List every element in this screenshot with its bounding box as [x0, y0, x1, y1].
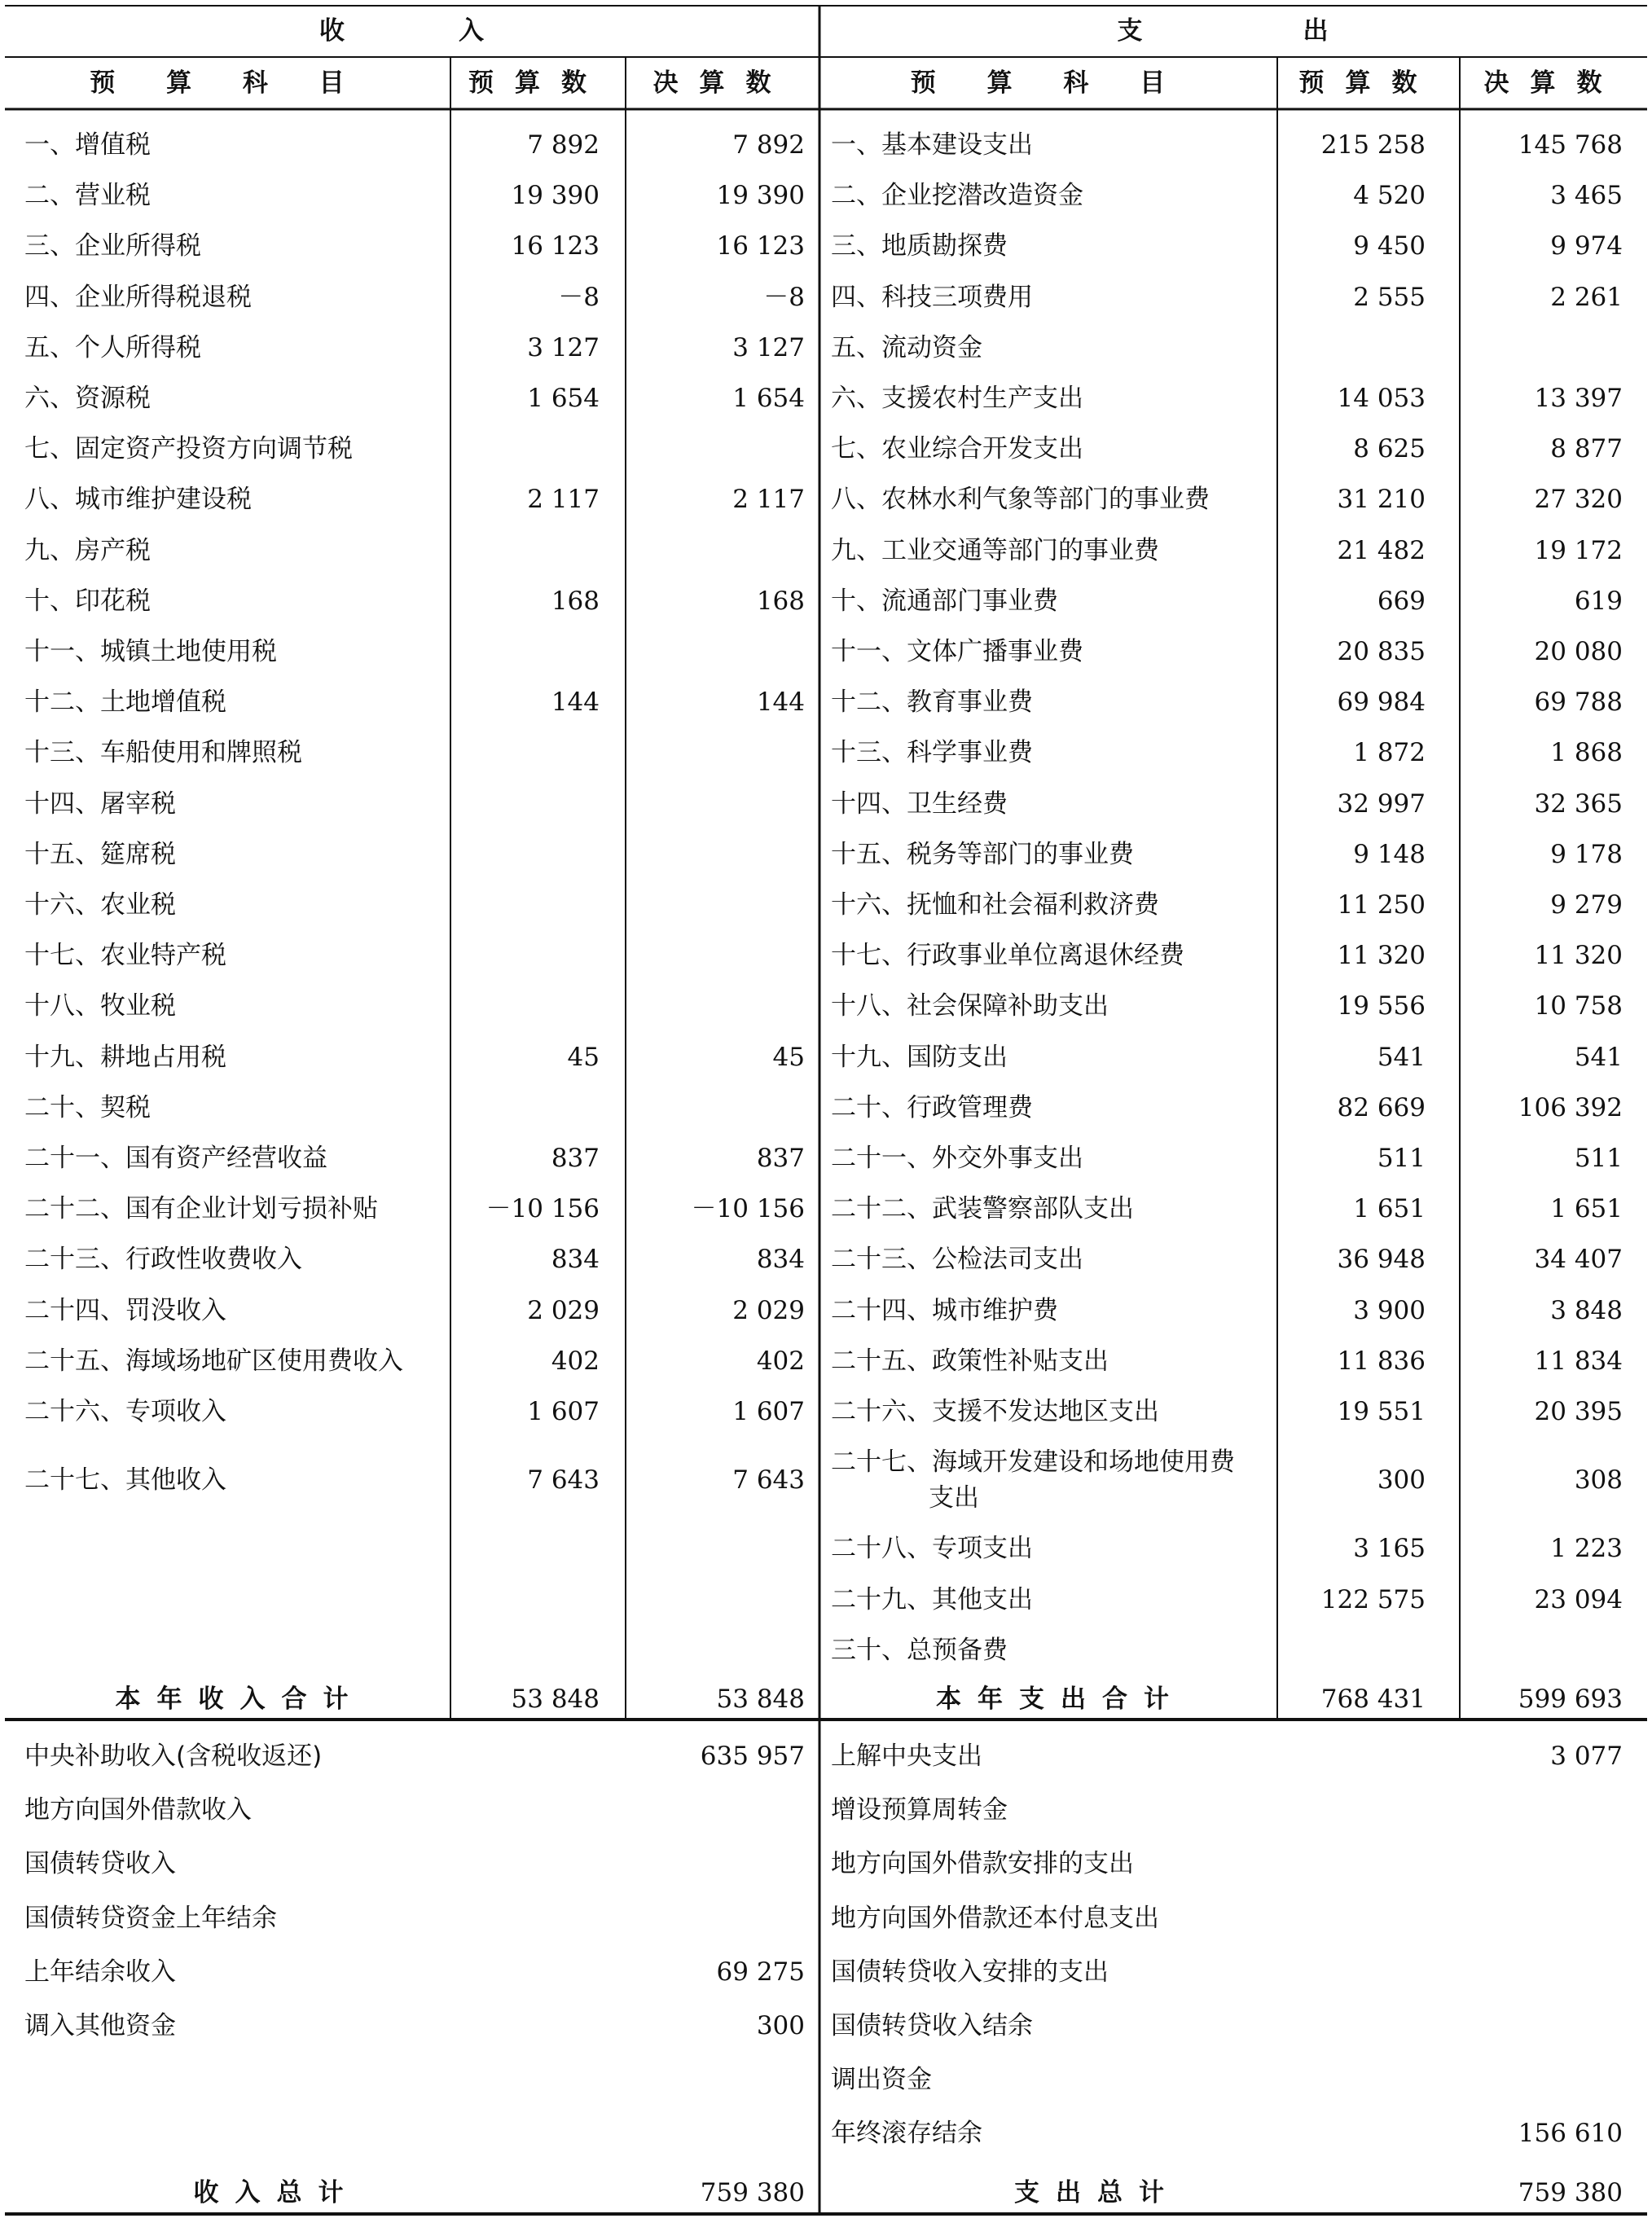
- expense-row-label: 十三、科学事业费: [831, 738, 1033, 768]
- budget-table: [5, 5, 1647, 2222]
- expense-row-final: 9 279: [1550, 890, 1623, 920]
- income-row-label: 二十七、其他收入: [24, 1465, 226, 1496]
- expense-row-budget: 20 835: [1337, 637, 1426, 666]
- income-extra-value: 635 957: [700, 1742, 805, 1771]
- income-row-label: 九、房产税: [24, 535, 151, 565]
- expense-extra-label: 国债转贷收入结余: [831, 2011, 1033, 2040]
- expense-row-budget: 3 900: [1353, 1295, 1426, 1325]
- income-subtotal-label: 本年收入合计: [115, 1685, 365, 1714]
- income-extra-label: 中央补助收入(含税收返还): [24, 1742, 323, 1771]
- income-extra-label: 上年结余收入: [24, 1957, 176, 1987]
- expense-row-final: 511: [1574, 1144, 1623, 1173]
- expense-row-budget: 21 482: [1337, 535, 1426, 565]
- income-header: 收 入: [319, 16, 505, 46]
- income-row-final: 2 117: [732, 485, 805, 515]
- expense-row-final: 27 320: [1534, 485, 1623, 515]
- income-row-final: 1 607: [732, 1397, 805, 1426]
- expense-row-budget: 14 053: [1337, 384, 1426, 413]
- expense-extra-value: 3 077: [1550, 1742, 1623, 1771]
- expense-row-final: 13 397: [1534, 384, 1623, 413]
- income-row-label: 六、资源税: [24, 384, 151, 413]
- expense-row-budget: 36 948: [1337, 1245, 1426, 1275]
- income-row-label: 十一、城镇土地使用税: [24, 637, 277, 666]
- expense-row-budget: 8 625: [1353, 434, 1426, 464]
- expense-row-budget: 9 148: [1353, 839, 1426, 869]
- income-row-final: 19 390: [716, 181, 805, 211]
- income-row-budget: 834: [551, 1245, 600, 1275]
- income-row-label: 一、增值税: [24, 130, 151, 160]
- expense-row-final: 19 172: [1534, 535, 1623, 565]
- income-row-label: 十七、农业特产税: [24, 941, 226, 971]
- expense-row-label: 十、流通部门事业费: [831, 586, 1058, 616]
- income-row-final: 144: [756, 687, 805, 718]
- income-row-final: －10 156: [691, 1194, 805, 1224]
- expense-row-budget: 4 520: [1353, 181, 1426, 211]
- income-final-header: 决算数: [652, 68, 793, 98]
- income-row-budget: 168: [551, 586, 600, 616]
- income-row-label: 二十、契税: [24, 1092, 151, 1122]
- expense-row-budget: 11 250: [1337, 890, 1426, 920]
- expense-header: 支 出: [1117, 16, 1350, 46]
- expense-row-budget: 69 984: [1337, 687, 1426, 718]
- income-row-budget: －10 156: [485, 1194, 600, 1224]
- income-row-budget: 2 117: [527, 485, 600, 515]
- expense-row-label: 二十二、武装警察部队支出: [831, 1194, 1134, 1224]
- income-row-final: 7 643: [732, 1465, 805, 1496]
- expense-row-label: 二十八、专项支出: [831, 1534, 1033, 1564]
- expense-row-budget: 2 555: [1353, 282, 1426, 312]
- expense-row-final: 9 178: [1550, 839, 1623, 869]
- expense-row-final: 3 848: [1550, 1295, 1623, 1325]
- expense-final-header: 决算数: [1483, 68, 1623, 98]
- income-row-final: 168: [756, 586, 805, 616]
- expense-row-label: 十七、行政事业单位离退休经费: [831, 941, 1184, 971]
- income-row-label: 二十六、专项收入: [24, 1397, 226, 1426]
- income-row-label: 十八、牧业税: [24, 991, 176, 1021]
- expense-extra-label: 增设预算周转金: [831, 1795, 1008, 1825]
- expense-row-budget: 9 450: [1353, 231, 1426, 261]
- income-row-label: 四、企业所得税退税: [24, 282, 252, 312]
- expense-row-final: 20 395: [1534, 1397, 1623, 1426]
- income-row-label: 五、个人所得税: [24, 332, 201, 362]
- expense-row-label: 二十五、政策性补贴支出: [831, 1346, 1109, 1376]
- income-row-label: 三、企业所得税: [24, 231, 201, 261]
- expense-row-label: 九、工业交通等部门的事业费: [831, 535, 1159, 565]
- expense-row-label: 二十七、海域开发建设和场地使用费: [831, 1447, 1235, 1478]
- expense-row-budget: 1 872: [1353, 738, 1426, 768]
- income-row-label: 二十一、国有资产经营收益: [24, 1144, 327, 1173]
- expense-subtotal-budget: 768 431: [1320, 1685, 1426, 1714]
- expense-row-label: 十九、国防支出: [831, 1042, 1008, 1072]
- expense-row-label: 四、科技三项费用: [831, 282, 1033, 312]
- income-row-label: 十九、耕地占用税: [24, 1042, 226, 1072]
- expense-row-label: 十一、文体广播事业费: [831, 637, 1083, 666]
- expense-row-label: 二十一、外交外事支出: [831, 1144, 1083, 1173]
- income-row-label: 二十二、国有企业计划亏损补贴: [24, 1194, 378, 1224]
- expense-row-budget: 19 551: [1337, 1397, 1426, 1426]
- income-row-label: 十、印花税: [24, 586, 151, 616]
- income-extra-value: 69 275: [716, 1957, 805, 1987]
- income-row-budget: 1 654: [527, 384, 600, 413]
- expense-budget-header: 预算数: [1298, 68, 1439, 98]
- expense-row-label: 二、企业挖潜改造资金: [831, 181, 1083, 211]
- expense-subtotal-final: 599 693: [1518, 1685, 1623, 1714]
- income-row-final: 2 029: [732, 1295, 805, 1325]
- expense-row-budget: 300: [1377, 1465, 1426, 1496]
- income-extra-label: 地方向国外借款收入: [24, 1795, 252, 1825]
- expense-row-final: 1 868: [1550, 738, 1623, 768]
- income-row-label: 十五、筵席税: [24, 839, 176, 869]
- income-row-label: 二、营业税: [24, 181, 151, 211]
- income-subtotal-final: 53 848: [716, 1685, 805, 1714]
- income-row-final: 3 127: [732, 332, 805, 362]
- income-total-value: 759 380: [700, 2178, 805, 2207]
- income-row-final: 834: [756, 1245, 805, 1275]
- income-total-label: 收入总计: [193, 2178, 360, 2207]
- expense-extra-label: 调出资金: [831, 2065, 932, 2095]
- expense-row-label-continued: 支出: [929, 1483, 979, 1513]
- expense-row-label: 八、农林水利气象等部门的事业费: [831, 485, 1210, 515]
- expense-row-budget: 541: [1377, 1042, 1426, 1072]
- expense-row-final: 145 768: [1518, 130, 1623, 160]
- expense-row-final: 32 365: [1534, 788, 1623, 819]
- income-row-budget: 45: [567, 1042, 600, 1072]
- expense-total-label: 支出总计: [1014, 2178, 1180, 2207]
- expense-row-label: 二十四、城市维护费: [831, 1295, 1058, 1325]
- expense-row-label: 三十、总预备费: [831, 1635, 1008, 1665]
- income-row-budget: 402: [551, 1346, 600, 1376]
- expense-row-label: 二十六、支援不发达地区支出: [831, 1397, 1159, 1426]
- income-row-label: 十三、车船使用和牌照税: [24, 738, 302, 768]
- expense-row-final: 3 465: [1550, 181, 1623, 211]
- income-row-label: 八、城市维护建设税: [24, 485, 252, 515]
- expense-row-label: 二十、行政管理费: [831, 1092, 1033, 1122]
- expense-row-budget: 32 997: [1337, 788, 1426, 819]
- income-row-budget: 7 643: [527, 1465, 600, 1496]
- expense-row-label: 十四、卫生经费: [831, 788, 1008, 819]
- income-subject-header: 预 算 科 目: [90, 68, 366, 98]
- expense-row-label: 一、基本建设支出: [831, 130, 1033, 160]
- expense-row-label: 三、地质勘探费: [831, 231, 1008, 261]
- income-extra-label: 调入其他资金: [24, 2011, 176, 2040]
- expense-row-label: 六、支援农村生产支出: [831, 384, 1083, 413]
- expense-row-label: 十八、社会保障补助支出: [831, 991, 1109, 1021]
- expense-row-final: 9 974: [1550, 231, 1623, 261]
- expense-extra-label: 上解中央支出: [831, 1742, 982, 1771]
- expense-extra-label: 国债转贷收入安排的支出: [831, 1957, 1109, 1987]
- income-row-label: 十六、农业税: [24, 890, 176, 920]
- income-row-budget: 16 123: [511, 231, 600, 261]
- income-row-final: 7 892: [732, 130, 805, 160]
- income-row-final: 1 654: [732, 384, 805, 413]
- expense-row-label: 十五、税务等部门的事业费: [831, 839, 1134, 869]
- expense-row-final: 106 392: [1518, 1092, 1623, 1122]
- expense-row-final: 34 407: [1534, 1245, 1623, 1275]
- expense-row-label: 七、农业综合开发支出: [831, 434, 1083, 464]
- expense-row-budget: 31 210: [1337, 485, 1426, 515]
- income-row-budget: 1 607: [527, 1397, 600, 1426]
- expense-row-budget: 3 165: [1353, 1534, 1426, 1564]
- expense-extra-value: 156 610: [1518, 2119, 1623, 2149]
- expense-row-final: 10 758: [1534, 991, 1623, 1021]
- expense-row-budget: 82 669: [1337, 1092, 1426, 1122]
- income-row-final: 16 123: [716, 231, 805, 261]
- income-row-final: 45: [772, 1042, 805, 1072]
- expense-row-budget: 11 836: [1337, 1346, 1426, 1376]
- income-row-label: 十二、土地增值税: [24, 687, 226, 718]
- expense-row-final: 308: [1574, 1465, 1623, 1496]
- expense-row-final: 69 788: [1534, 687, 1623, 718]
- expense-row-label: 五、流动资金: [831, 332, 982, 362]
- expense-row-final: 11 834: [1534, 1346, 1623, 1376]
- expense-extra-label: 地方向国外借款安排的支出: [831, 1849, 1134, 1879]
- expense-row-budget: 215 258: [1320, 130, 1426, 160]
- income-row-budget: 19 390: [511, 181, 600, 211]
- income-extra-value: 300: [756, 2011, 805, 2040]
- expense-row-final: 8 877: [1550, 434, 1623, 464]
- income-budget-header: 预算数: [468, 68, 608, 98]
- expense-row-final: 1 223: [1550, 1534, 1623, 1564]
- income-row-final: 837: [756, 1144, 805, 1173]
- expense-row-budget: 1 651: [1353, 1194, 1426, 1224]
- income-row-budget: 7 892: [527, 130, 600, 160]
- income-row-label: 二十四、罚没收入: [24, 1295, 226, 1325]
- expense-row-final: 2 261: [1550, 282, 1623, 312]
- expense-subject-header: 预 算 科 目: [910, 68, 1187, 98]
- income-row-label: 二十三、行政性收费收入: [24, 1245, 302, 1275]
- expense-subtotal-label: 本年支出合计: [936, 1685, 1185, 1714]
- expense-row-budget: 122 575: [1320, 1584, 1426, 1614]
- expense-extra-label: 地方向国外借款还本付息支出: [831, 1903, 1159, 1933]
- expense-row-budget: 511: [1377, 1144, 1426, 1173]
- expense-row-budget: 11 320: [1337, 941, 1426, 971]
- expense-extra-label: 年终滚存结余: [831, 2119, 982, 2149]
- income-row-budget: 837: [551, 1144, 600, 1173]
- income-subtotal-budget: 53 848: [511, 1685, 600, 1714]
- income-row-final: 402: [756, 1346, 805, 1376]
- income-row-budget: 144: [551, 687, 600, 718]
- expense-row-final: 20 080: [1534, 637, 1623, 666]
- expense-row-label: 二十三、公检法司支出: [831, 1245, 1083, 1275]
- expense-row-label: 十六、抚恤和社会福利救济费: [831, 890, 1159, 920]
- income-row-final: －8: [763, 282, 805, 312]
- expense-total-value: 759 380: [1518, 2178, 1623, 2207]
- income-row-budget: －8: [558, 282, 600, 312]
- expense-row-budget: 19 556: [1337, 991, 1426, 1021]
- expense-row-label: 二十九、其他支出: [831, 1584, 1033, 1614]
- expense-row-final: 11 320: [1534, 941, 1623, 971]
- income-row-budget: 3 127: [527, 332, 600, 362]
- income-row-label: 七、固定资产投资方向调节税: [24, 434, 353, 464]
- income-row-budget: 2 029: [527, 1295, 600, 1325]
- income-extra-label: 国债转贷资金上年结余: [24, 1903, 277, 1933]
- expense-row-final: 23 094: [1534, 1584, 1623, 1614]
- expense-row-final: 1 651: [1550, 1194, 1623, 1224]
- expense-row-final: 541: [1574, 1042, 1623, 1072]
- expense-row-final: 619: [1574, 586, 1623, 616]
- expense-row-budget: 669: [1377, 586, 1426, 616]
- expense-row-label: 十二、教育事业费: [831, 687, 1033, 718]
- income-row-label: 二十五、海域场地矿区使用费收入: [24, 1346, 403, 1376]
- income-extra-label: 国债转贷收入: [24, 1849, 176, 1879]
- income-row-label: 十四、屠宰税: [24, 788, 176, 819]
